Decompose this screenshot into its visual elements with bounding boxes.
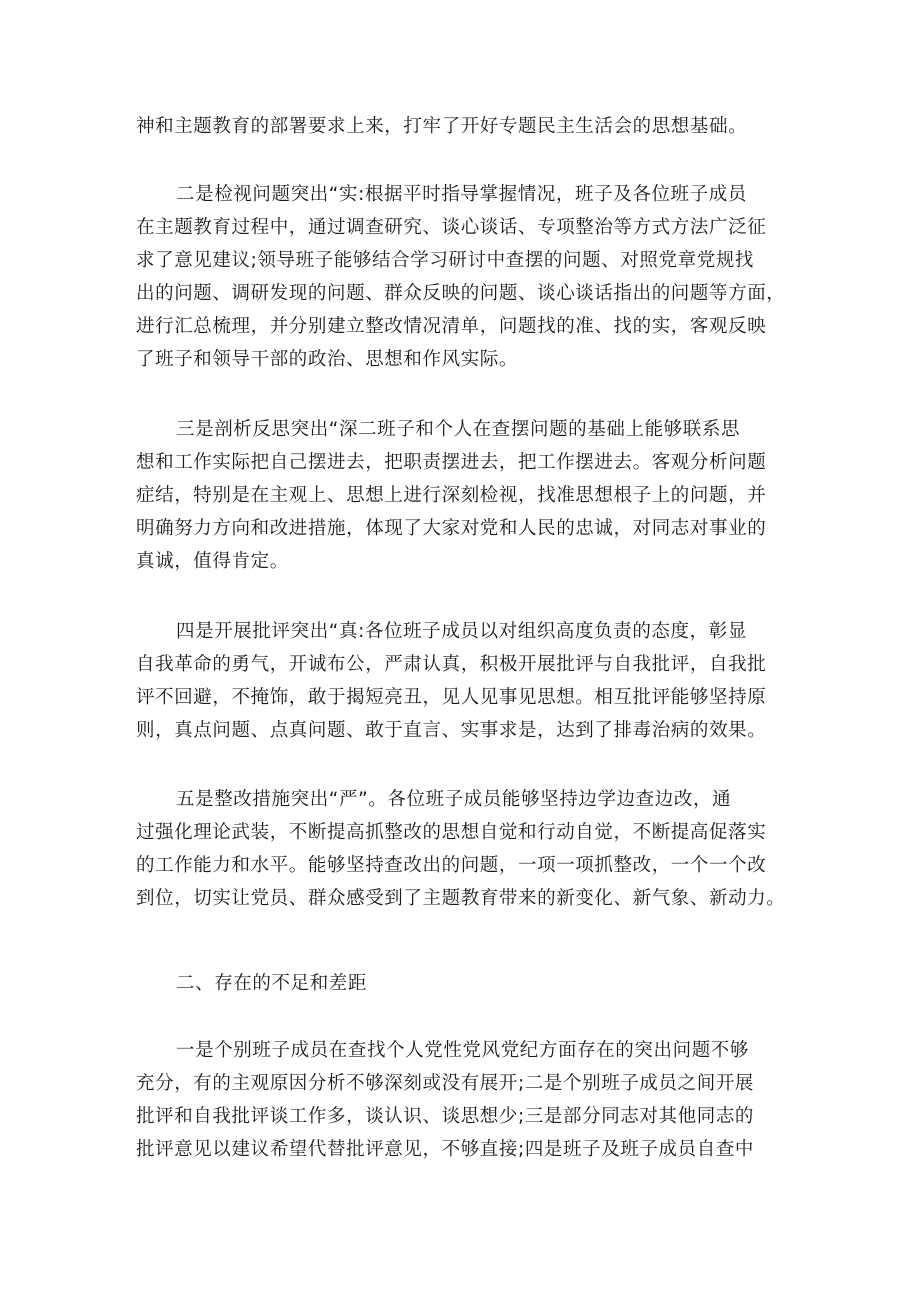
text-line: 过强化理论武装，不断提高抓整改的思想自觉和行动自觉，不断提高促落实 [136, 822, 767, 843]
text-line: 在主题教育过程中，通过调查研究、谈心谈话、专项整治等方式方法广泛征 [136, 217, 767, 238]
text-line: 的工作能力和水平。能够坚持查改出的问题，一项一项抓整改，一个一个改 [136, 855, 767, 876]
paragraph-review-problems [136, 178, 796, 376]
text-line: 充分，有的主观原因分析不够深刻或没有展开;二是个别班子成员之间开展 [136, 1073, 755, 1094]
text-line: 神和主题教育的部署要求上来，打牢了开好专题民主生活会的思想基础。 [136, 116, 748, 137]
text-line: 求了意见建议;领导班子能够结合学习研讨中查摆的问题、对照党章党规找 [136, 250, 755, 271]
paragraph-continuation [136, 110, 796, 143]
text-line: 想和工作实际把自己摆进去，把职责摆进去，把工作摆进去。客观分析问题 [136, 452, 767, 473]
paragraph-criticism [136, 615, 796, 747]
text-line: 批评意见以建议希望代替批评意见，不够直接;四是班子及班子成员自查中 [136, 1139, 755, 1160]
text-line: 真诚，值得肯定。 [136, 551, 289, 572]
text-line: 五是整改措施突出“严”。各位班子成员能够坚持边学边查边改，通 [176, 789, 732, 810]
text-line: 一是个别班子成员在查找个人党性党风党纪方面存在的突出问题不够 [176, 1040, 750, 1061]
text-line: 症结，特别是在主观上、思想上进行深刻检视，找准思想根子上的问题，并 [136, 485, 767, 506]
paragraph-shortcomings [136, 1034, 796, 1166]
text-line: 评不回避，不掩饰，敢于揭短亮丑，见人见事见思想。相互批评能够坚持原 [136, 687, 767, 708]
section-heading-text: 二、存在的不足和差距 [176, 973, 368, 994]
text-line: 四是开展批评突出“真:各位班子成员以对组织高度负责的态度，彰显 [176, 621, 747, 642]
text-line: 二是检视问题突出“实:根据平时指导掌握情况，班子及各位班子成员 [176, 184, 747, 205]
text-line: 到位，切实让党员、群众感受到了主题教育带来的新变化、新气象、新动力。 [136, 888, 786, 909]
text-line: 则，真点问题、点真问题、敢于直言、实事求是，达到了排毒治病的效果。 [136, 720, 767, 741]
text-line: 三是剖析反思突出“深二班子和个人在查摆问题的基础上能够联系思 [176, 419, 741, 440]
text-line: 自我革命的勇气，开诚布公，严肃认真，积极开展批评与自我批评，自我批 [136, 654, 767, 675]
text-line: 了班子和领导干部的政治、思想和作风实际。 [136, 349, 519, 370]
paragraph-rectification [136, 783, 796, 915]
text-line: 批评和自我批评谈工作多，谈认识、谈思想少;三是部分同志对其他同志的 [136, 1106, 755, 1127]
text-line: 明确努力方向和改进措施，体现了大家对党和人民的忠诚，对同志对事业的 [136, 518, 767, 539]
paragraph-self-reflection [136, 413, 796, 578]
section-heading [136, 967, 796, 1000]
text-line: 出的问题、调研发现的问题、群众反映的问题、谈心谈话指出的问题等方面， [136, 283, 786, 304]
text-line: 进行汇总梳理，并分别建立整改情况清单，问题找的准、找的实，客观反映 [136, 316, 767, 337]
